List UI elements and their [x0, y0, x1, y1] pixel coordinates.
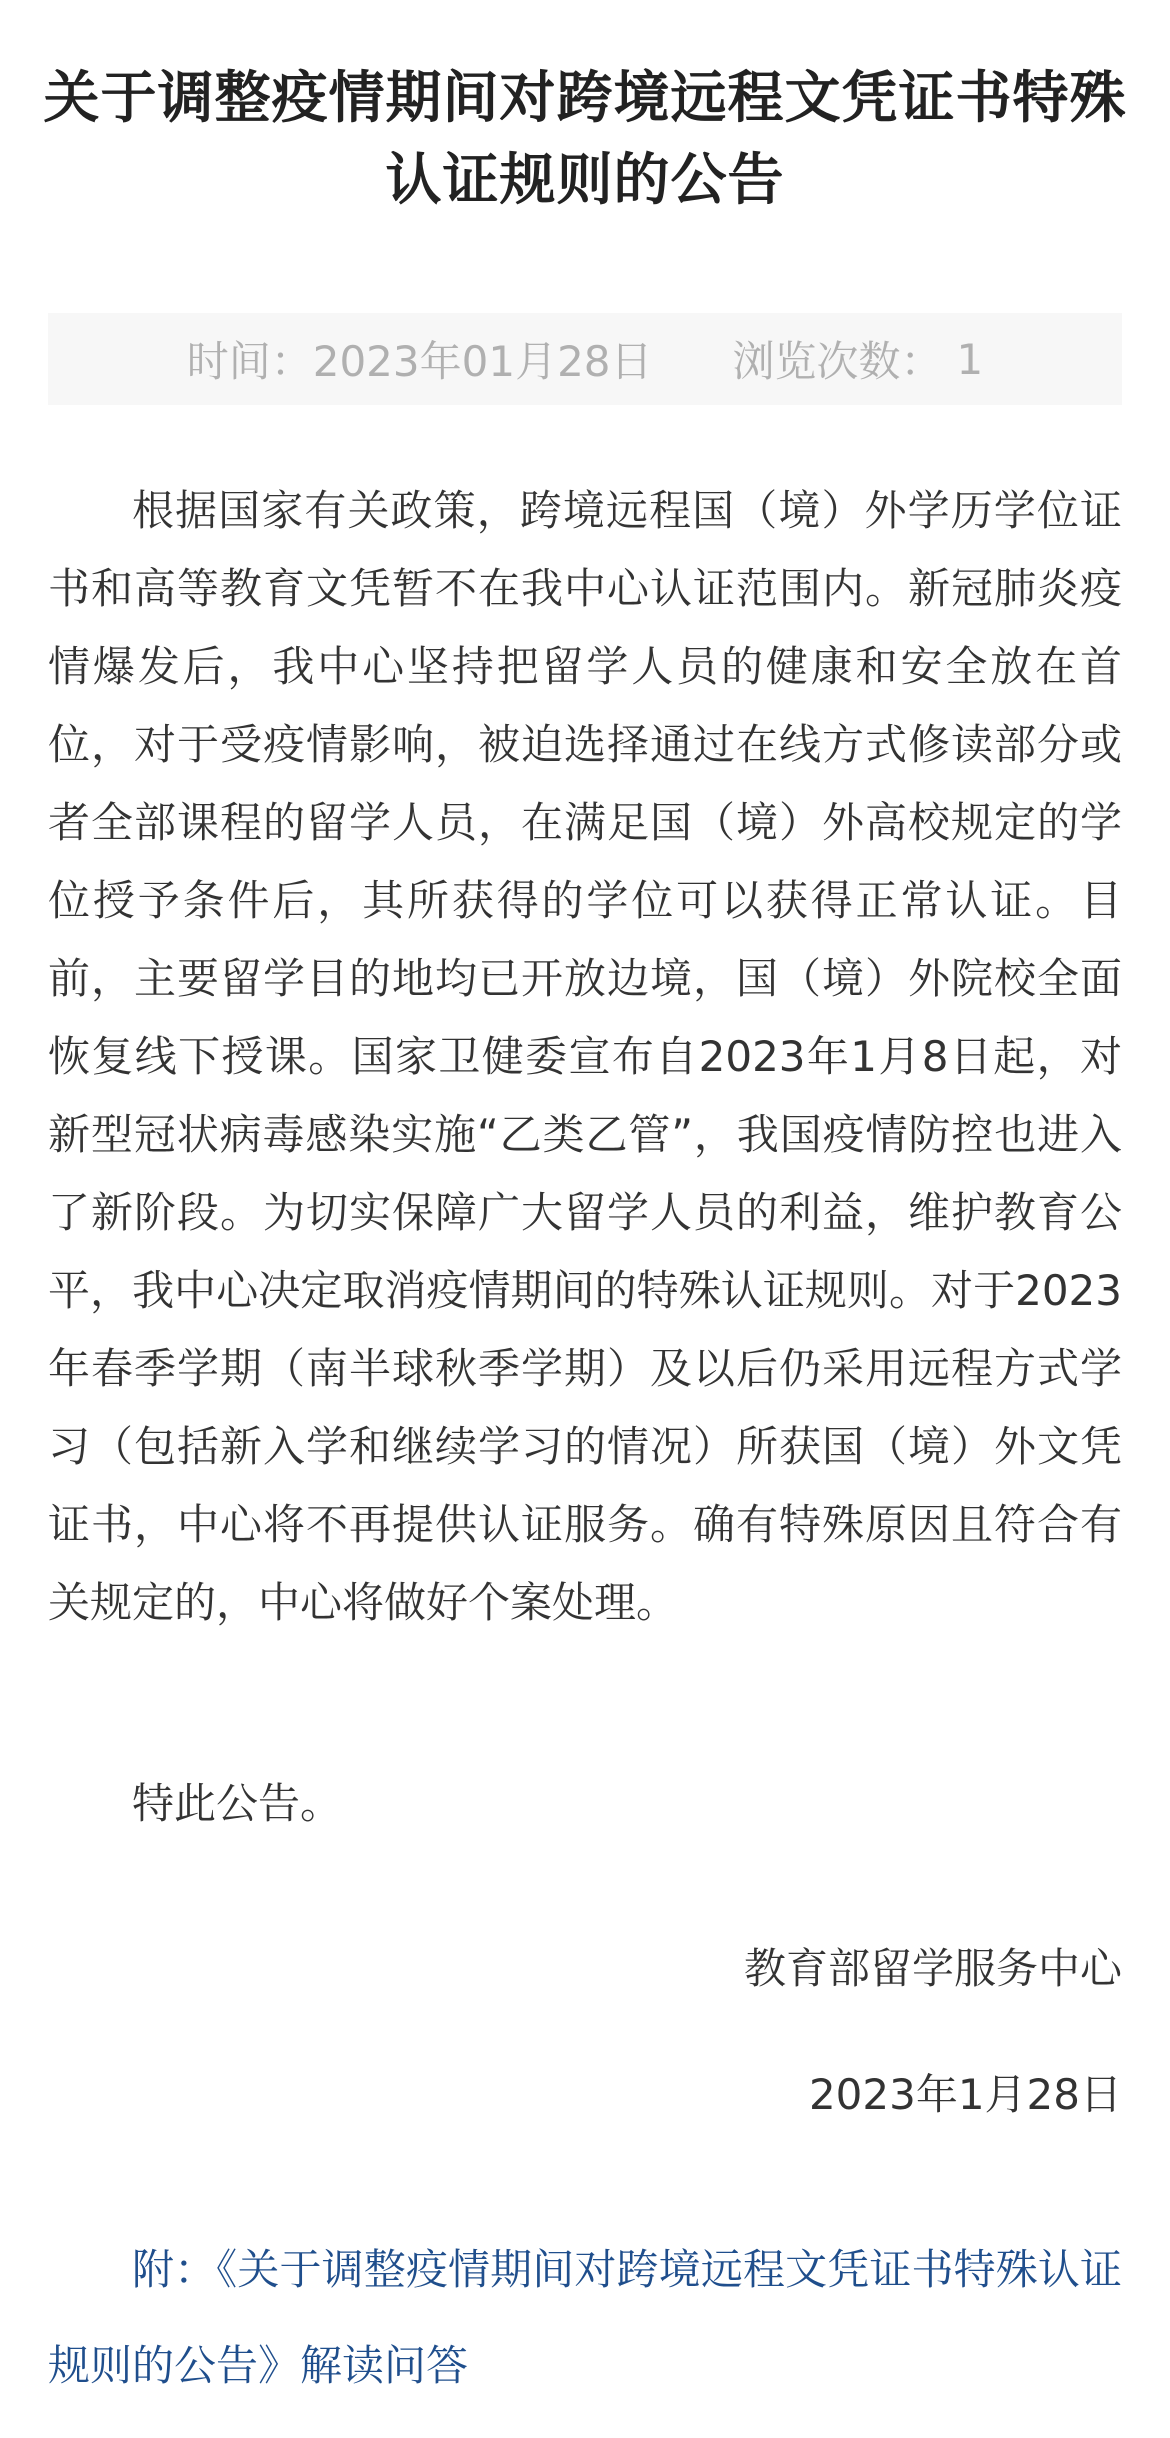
signature-organization: 教育部留学服务中心 — [743, 1944, 1122, 1993]
publish-time-label: 时间： — [186, 337, 313, 386]
article-meta-bar — [48, 313, 1122, 405]
view-count-label: 浏览次数： — [732, 337, 943, 386]
signature-date: 2023年1月28日 — [808, 2070, 1122, 2119]
view-count-value: 1 — [956, 334, 984, 384]
attachment-prefix: 附： — [132, 2245, 217, 2294]
article-notice: 特此公告。 — [132, 1779, 343, 1828]
publish-time-value: 2023年01月28日 — [312, 337, 653, 386]
attachment-line — [48, 2222, 1122, 2414]
article-title: 关于调整疫情期间对跨境远程文凭证书特殊认证规则的公告 — [43, 66, 1127, 213]
attachment-link[interactable]: 《关于调整疫情期间对跨境远程文凭证书特殊认证规则的公告》解读问答 — [48, 2245, 1122, 2390]
article-body-paragraph: 根据国家有关政策，跨境远程国（境）外学历学位证书和高等教育文凭暂不在我中心认证范围内。新冠肺炎疫情爆发后，我中心坚持把留学人员的健康和安全放在首位，对于受疫情影响，被迫选择通过在线方式修读部分或者全部课程的留学人员，在满足国（境）外高校规定的学位授予条件后，其所获得的学位可以获得正常认证。目前，主要留学目的地均已开放边境，国（境）外院校全面恢复线下授课。国家卫健委宣布自2023年1月8日起，对新型冠状病毒感染实施“乙类乙管”，我国疫情防控也进入了新阶段。为切实保障广大留学人员的利益，维护教育公平，我中心决定取消疫情期间的特殊认证规则。对于2023年春季学期（南半球秋季学期）及以后仍采用远程方式学习（包括新入学和继续学习的情况）所获国（境）外文凭证书，中心将不再提供认证服务。确有特殊原因且符合有关规定的，中心将做好个案处理。 — [48, 486, 1122, 1627]
article-content — [48, 472, 1122, 1642]
